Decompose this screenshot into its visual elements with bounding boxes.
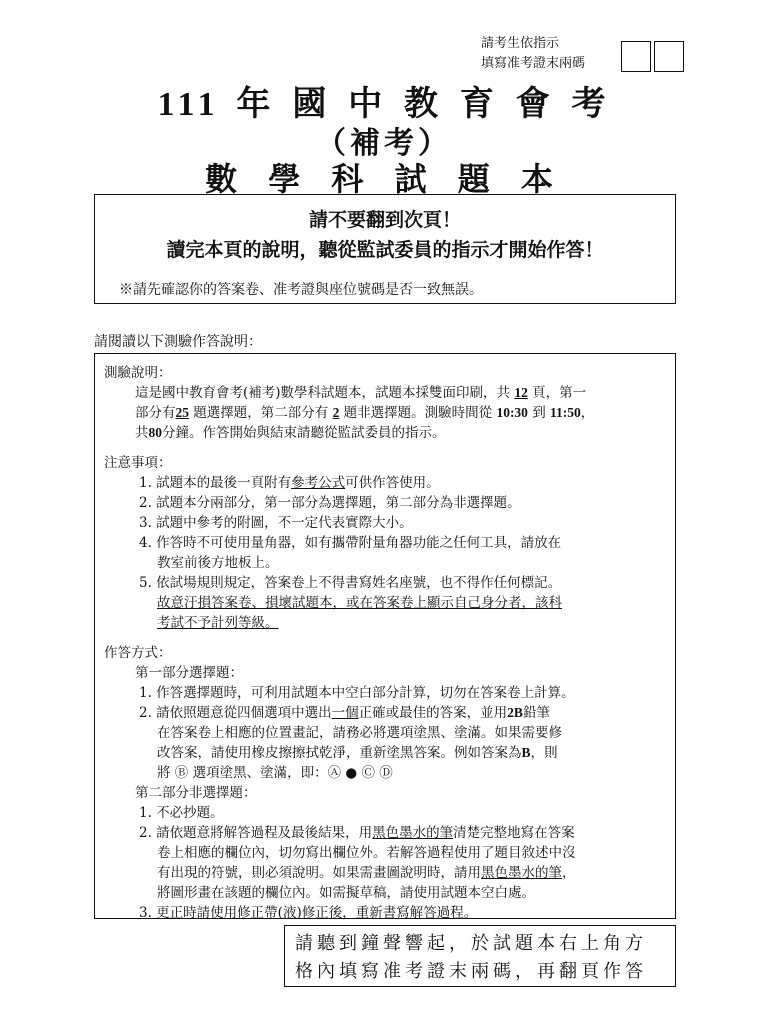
title-year: 111: [157, 86, 220, 123]
answer-rule: 3. 更正時請使用修正帶(液)修正後，重新書寫解答過程。: [139, 905, 478, 921]
paragraph-line: [135, 421, 446, 441]
example-answer: B: [521, 745, 531, 760]
text: 正確或最佳的答案，並用: [358, 705, 508, 721]
paragraph-line: [135, 401, 594, 421]
emphasis: 黑色墨水的筆: [481, 865, 562, 881]
pencil-grade: 2B: [507, 705, 523, 720]
paragraph-line: [135, 381, 586, 401]
subsection-title: 第二部分非選擇題：: [135, 785, 257, 801]
note-item: 4. 作答時不可使用量角器，如有攜帶附量角器功能之任何工具，請放在: [139, 535, 562, 551]
text: ，: [580, 405, 595, 421]
instruction-line-1: 請考生依指示: [481, 36, 560, 51]
emphasis: 黑色墨水的筆: [372, 825, 454, 841]
warning-line-1: 請不要翻到次頁！: [308, 209, 461, 231]
note-item-continued: 教室前後方地板上。: [157, 555, 279, 571]
emphasis: 一個: [331, 705, 359, 721]
formula-reference: 參考公式: [291, 475, 346, 491]
text: 有出現的符號，則必須說明。如果需畫圖說明時，請用: [157, 865, 481, 881]
warning-line-2: 讀完本頁的說明，聽從監試委員的指示才開始作答！: [166, 239, 604, 261]
bottom-line-2: 格內填寫准考證末兩碼，再翻頁作答: [295, 961, 647, 982]
text: 共: [135, 425, 149, 441]
warning-box: [94, 194, 676, 304]
text: 2. 請依照題意從四個選項中選出: [139, 705, 332, 721]
read-instructions-label: 請閱讀以下測驗作答說明：: [94, 334, 262, 350]
bottom-line-1: 請聽到鐘聲響起，於試題本右上角方: [295, 933, 647, 954]
answer-rule-continued: 將圖形畫在該題的欄位內。如需擬草稿，請使用試題本空白處。: [157, 885, 535, 901]
time-end: 11:50: [550, 405, 581, 420]
title-text: 年 國 中 教 育 會 考: [236, 84, 611, 124]
note-item: 5. 依試場規則規定，答案卷上不得書寫姓名座號，也不得作任何標記。: [139, 575, 562, 591]
instructions-box: [94, 353, 676, 919]
text: 1. 試題本的最後一頁附有: [139, 475, 292, 491]
note-item: 2. 試題本分兩部分，第一部分為選擇題，第二部分為非選擇題。: [139, 495, 521, 511]
note-item-continued: 故意汙損答案卷、損壞試題本，或在答案卷上顯示自己身分者，該科: [157, 595, 562, 611]
answer-rule-continued: [157, 861, 576, 881]
text: 分鐘。作答開始與結束請聽從監試委員的指示。: [162, 425, 446, 441]
mc-count: 25: [175, 405, 189, 420]
section-title: 注意事項：: [104, 455, 172, 471]
exam-number-boxes: [621, 41, 684, 72]
answer-rule: [139, 701, 550, 721]
text: 部分有: [135, 405, 176, 421]
text: 這是國中教育會考(補考)數學科試題本，試題本採雙面印刷，共: [135, 385, 511, 401]
subsection-title: 第一部分選擇題：: [135, 665, 243, 681]
digit-box-2[interactable]: [654, 41, 684, 72]
note-item-continued: 考試不予計列等級。: [157, 615, 279, 631]
digit-box-1[interactable]: [621, 41, 651, 72]
exam-number-instruction: [481, 34, 585, 74]
text: 題選擇題，第二部分有: [193, 405, 329, 421]
page-count: 12: [514, 385, 528, 400]
section-title: 測驗說明：: [104, 365, 172, 381]
time-start: 10:30: [496, 405, 528, 420]
text: 2. 請依題意將解答過程及最後結果，用: [139, 825, 373, 841]
note-item: 3. 試題中參考的附圖，不一定代表實際大小。: [139, 515, 413, 531]
section-title: 作答方式：: [104, 645, 172, 661]
minutes: 80: [148, 425, 162, 440]
text: 頁，第一: [532, 385, 587, 401]
exam-subtitle: （補考）: [316, 126, 452, 161]
bottom-instruction-box: [284, 925, 676, 987]
answer-rule-continued: 卷上相應的欄位內，切勿寫出欄位外。若解答過程使用了題目敘述中沒: [157, 845, 576, 861]
text: 題非選擇題。測驗時間從: [343, 405, 493, 421]
text: 鉛筆: [522, 705, 550, 721]
answer-rule: [139, 821, 575, 841]
answer-rule: 1. 作答選擇題時，可利用試題本中空白部分計算，切勿在答案卷上計算。: [139, 685, 575, 701]
answer-rule-continued: 在答案卷上相應的位置畫記，請務必將選項塗黑、塗滿。如果需要修: [157, 725, 562, 741]
note-item: [139, 471, 440, 491]
instruction-line-2: 填寫准考證末兩碼: [481, 56, 586, 71]
text: 到: [532, 405, 546, 421]
text: 可供作答使用。: [345, 475, 440, 491]
text: ，則: [530, 745, 558, 761]
text: 改答案，請使用橡皮擦擦拭乾淨，重新塗黑答案。例如答案為: [157, 745, 522, 761]
answer-rule-continued: [157, 741, 558, 761]
nonmc-count: 2: [332, 405, 340, 420]
answer-rule-continued: 將 Ⓑ 選項塗黑、塗滿，即：Ⓐ ● Ⓒ Ⓓ: [157, 765, 393, 781]
subject-title: 數 學 科 試 題 本: [205, 160, 563, 198]
text: 清楚完整地寫在答案: [453, 825, 575, 841]
answer-rule: 1. 不必抄題。: [139, 805, 224, 821]
warning-line-3: ※請先確認你的答案卷、准考證與座位號碼是否一致無誤。: [119, 282, 483, 298]
text: ，: [562, 865, 576, 881]
